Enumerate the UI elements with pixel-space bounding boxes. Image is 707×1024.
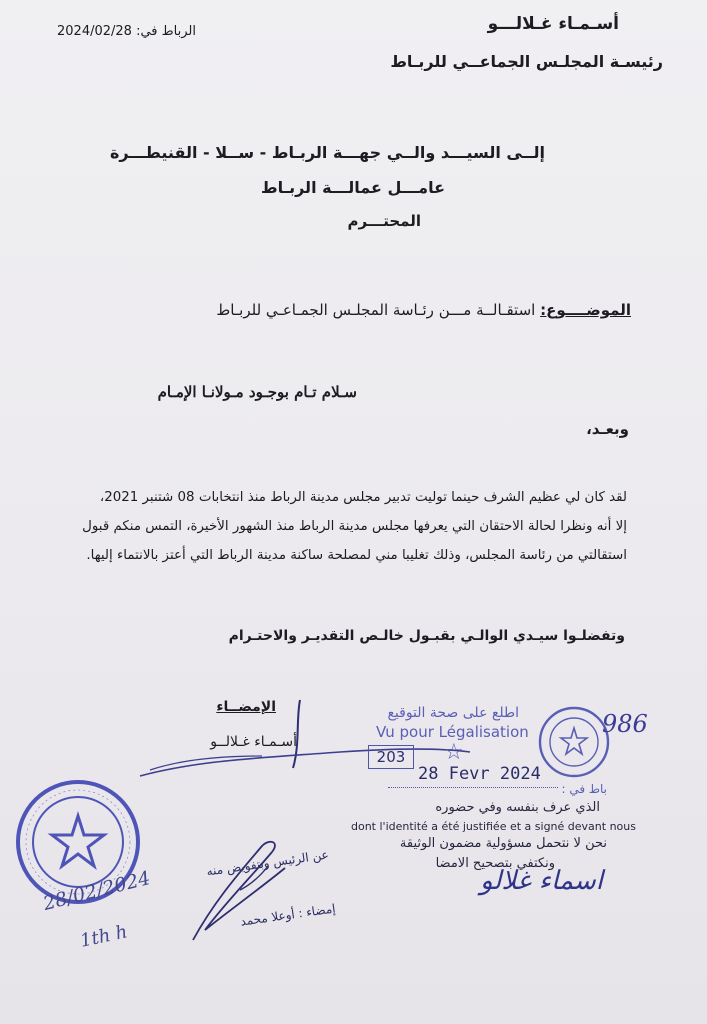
legalization-title-ar: اطلع على صحة التوقيع [387, 705, 519, 721]
body-line-3: استقالتي من رئاسة المجلس، وذلك تغليبا مني لمصلحة ساكنة مدينة الرباط التي أعتز بالانتماء إليها. [86, 548, 627, 563]
legalization-le-label: باط في : [561, 782, 607, 796]
delegate-line-2: إمضاء : أوعلا محمد [239, 901, 337, 929]
handwritten-signature-name: اسماء غلالو [480, 866, 603, 896]
sender-title: رئيسـة المجلـس الجماعــي للربـاط [390, 52, 663, 71]
closing: وتفضلـوا سيـدي الوالـي بقبـول خالـص التقديـر والاحتـرام [228, 628, 625, 644]
sender-name: أسـمـاء غـلالـــو [487, 14, 619, 34]
legalization-line-ar2: نحن لا نتحمل مسؤولية مضمون الوثيقة [399, 836, 607, 851]
legalization-line-ar1: الذي عرف بنفسه وفي حضوره [435, 800, 600, 815]
legalization-number: 203 [368, 745, 414, 769]
handwritten-note: 1th h [78, 921, 130, 952]
handwritten-date: 28/02/2024 [40, 867, 153, 915]
subject-label: الموضــــوع: [540, 301, 631, 319]
recipient-line-1: إلــى السيـــد والــي جهـــة الربـاط - ســلا - القنيطـــرة [109, 143, 545, 162]
body-line-2: إلا أنه ونظرا لحالة الاحتقان التي يعرفها مجلس مدينة الرباط منذ الشهور الأخيرة، التمس منكم قبول [82, 519, 627, 534]
legalization-title-fr: Vu pour Légalisation [376, 723, 529, 741]
wabaad: وبعـد، [586, 420, 629, 438]
reference-number: 986 [602, 710, 648, 738]
star-icon: ☆ [444, 740, 464, 765]
legalization-date: 28 Fevr 2024 [418, 764, 541, 784]
delegate-line-1: عن الرئيس وبتفويض منه [205, 847, 330, 879]
signature-name: أسـمـاء غـلالــو [210, 734, 297, 750]
date-value: 2024/02/28 [57, 24, 132, 39]
legalization-line-fr: dont l'identité a été justifiée et a signé devant nous [351, 820, 636, 833]
subject-text: استقـالــة مـــن رئـاسة المجلـس الجمـاعـي للربـاط [216, 301, 536, 319]
legalization-line-ar3: ونكتفي بتصحيح الامضا [435, 856, 555, 871]
signature-label: الإمضــاء [216, 699, 276, 715]
recipient-line-3: المحتـــرم [347, 212, 421, 230]
body-line-1: لقد كان لي عظيم الشرف حينما توليت تدبير مجلس مدينة الرباط منذ انتخابات 08 شتنبر 2021، [99, 490, 627, 505]
recipient-line-2: عامـــل عمالـــة الربـاط [261, 178, 445, 197]
date-label: الرباط في: [136, 24, 196, 39]
date-dotted-line [388, 787, 558, 788]
salutation: سـلام تـام بوجـود مـولانـا الإمـام [157, 383, 357, 401]
